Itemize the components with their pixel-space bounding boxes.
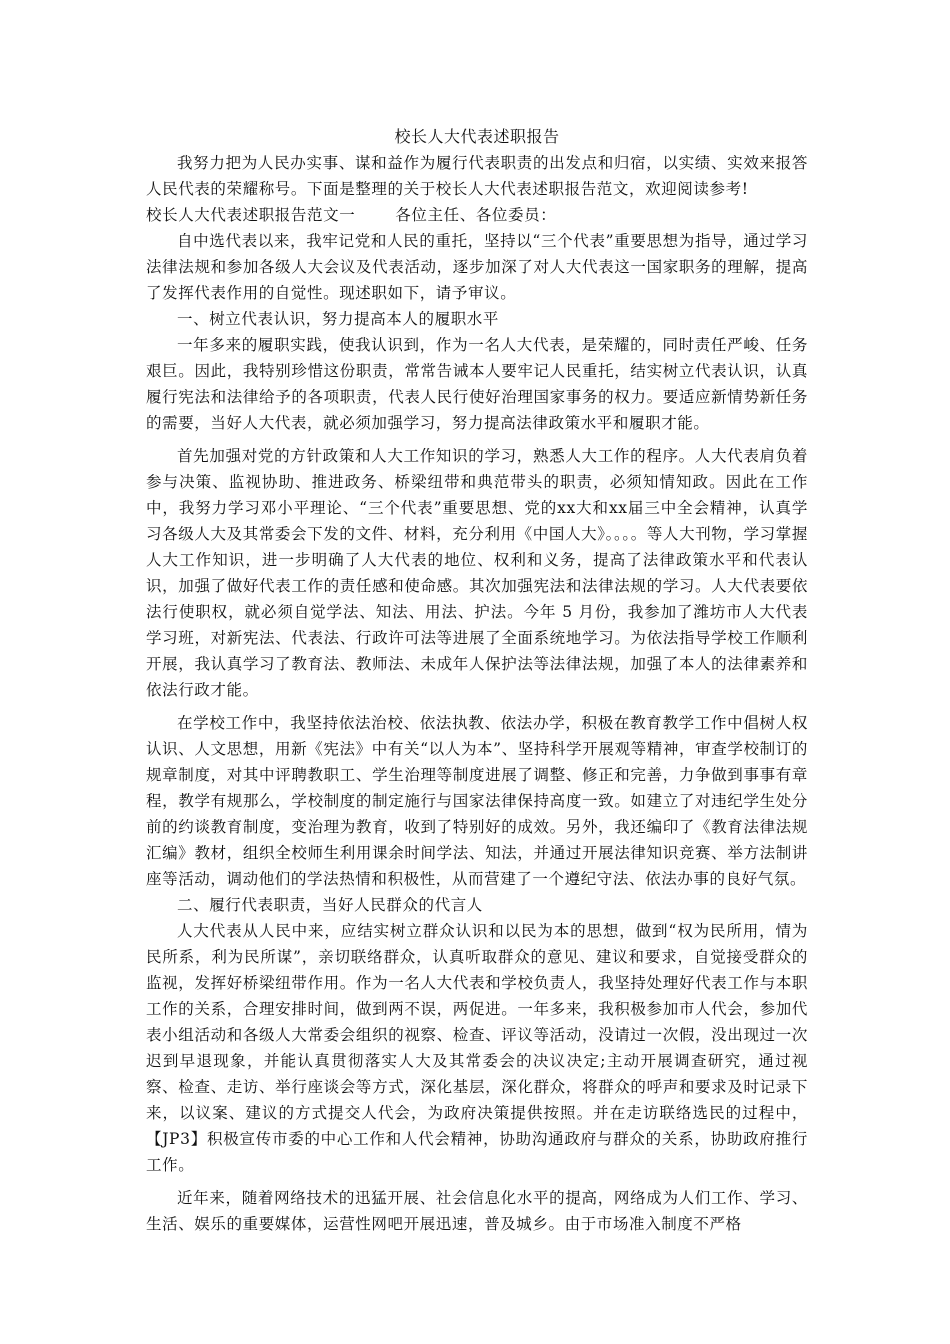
document-title: 校长人大代表述职报告 xyxy=(394,127,560,146)
body-paragraph: 自中选代表以来，我牢记党和人民的重托，坚持以“三个代表”重要思想为指导，通过学习法律法规和参加各级人大会议及代表活动，逐步加深了对人大代表这一国家职务的理解，提高了发挥代表作用的自觉性。现述职如下，请予审议。 xyxy=(146,232,808,302)
body-paragraph: 一年多来的履职实践，使我认识到，作为一名人大代表，是荣耀的，同时责任严峻、任务艰巨。因此，我特别珍惜这份职责，常常告诫本人要牢记人民重托，结实树立代表认识，认真履行宪法和法律给予的各项职责，代表人民行使好治理国家事务的权力。要适应新情势新任务的需要，当好人大代表，就必须加强学习，努力提高法律政策水平和履职才能。 xyxy=(146,336,808,432)
body-paragraph: 人大代表从人民中来，应结实树立群众认识和以民为本的思想，做到“权为民所用，情为民所系，利为民所谋”，亲切联络群众，认真听取群众的意见、建议和要求，自觉接受群众的监视，发挥好桥梁纽带作用。作为一名人大代表和学校负责人，我坚持处理好代表工作与本职工作的关系，合理安排时间，做到两不误，两促进。一年多来，我积极参加市人代会，参加代表小组活动和各级人大常委会组织的视察、检查、评议等活动，没请过一次假，没出现过一次迟到早退现象，并能认真贯彻落实人大及其常委会的决议决定;主动开展调查研究，通过视察、检查、走访、举行座谈会等方式，深化基层，深化群众，将群众的呼声和要求及时记录下来，以议案、建议的方式提交人代会，为政府决策提供按照。并在走访联络选民的过程中，【JP3】积极宣传市委的中心工作和人代会精神，协助沟通政府与群众的关系，协助政府推行工作。 xyxy=(146,922,808,1174)
sample-heading-line xyxy=(146,202,808,228)
body-paragraph: 在学校工作中，我坚持依法治校、依法执教、依法办学，积极在教育教学工作中倡树人权认识、人文思想，用新《宪法》中有关“以人为本”、坚持科学开展观等精神，审查学校制订的规章制度，对其中评聘教职工、学生治理等制度进展了调整、修正和完善，力争做到事事有章程，教学有规那么，学校制度的制定施行与国家法律保持高度一致。如建立了对违纪学生处分前的约谈教育制度，变治理为教育，收到了特别好的成效。另外，我还编印了《教育法律法规汇编》教材，组织全校师生利用课余时间学法、知法，并通过开展法律知识竞赛、举方法制讲座等活动，调动他们的学法热情和积极性，从而营建了一个遵纪守法、依法办事的良好气氛。 xyxy=(146,714,808,888)
document-page xyxy=(146,124,808,1237)
sample-heading: 校长人大代表述职报告范文一 xyxy=(146,206,356,224)
section-heading: 二、履行代表职责，当好人民群众的代言人 xyxy=(177,896,483,914)
body-paragraph: 首先加强对党的方针政策和人大工作知识的学习，熟悉人大工作的程序。人大代表肩负着参与决策、监视协助、推进政务、桥梁纽带和典范带头的职责，必须知情知政。因此在工作中，我努力学习邓小平理论、“三个代表”重要思想、党的xx大和xx届三中全会精神，认真学习各级人大及其常委会下发的文件、材料，充分利用《中国人大》。。。。等人大刊物，学习掌握人大工作知识，进一步明确了人大代表的地位、权利和义务，提高了法律政策水平和代表认识，加强了做好代表工作的责任感和使命感。其次加强宪法和法律法规的学习。人大代表要依法行使职权，就必须自觉学法、知法、用法、护法。今年 5 月份，我参加了潍坊市人大代表学习班，对新宪法、代表法、行政许可法等进展了全面系统地学习。为依法指导学校工作顺利开展，我认真学习了教育法、教师法、未成年人保护法等法律法规，加强了本人的法律素养和依法行政才能。 xyxy=(146,447,808,699)
section-heading: 一、树立代表认识，努力提高本人的履职水平 xyxy=(177,310,500,328)
body-paragraph: 近年来，随着网络技术的迅猛开展、社会信息化水平的提高，网络成为人们工作、学习、生活、娱乐的重要媒体，运营性网吧开展迅速，普及城乡。由于市场准入制度不严格 xyxy=(146,1189,808,1233)
intro-paragraph: 我努力把为人民办实事、谋和益作为履行代表职责的出发点和归宿，以实绩、实效来报答人民代表的荣耀称号。下面是整理的关于校长人大代表述职报告范文，欢迎阅读参考! xyxy=(146,154,808,198)
salutation: 各位主任、各位委员： xyxy=(395,206,557,224)
